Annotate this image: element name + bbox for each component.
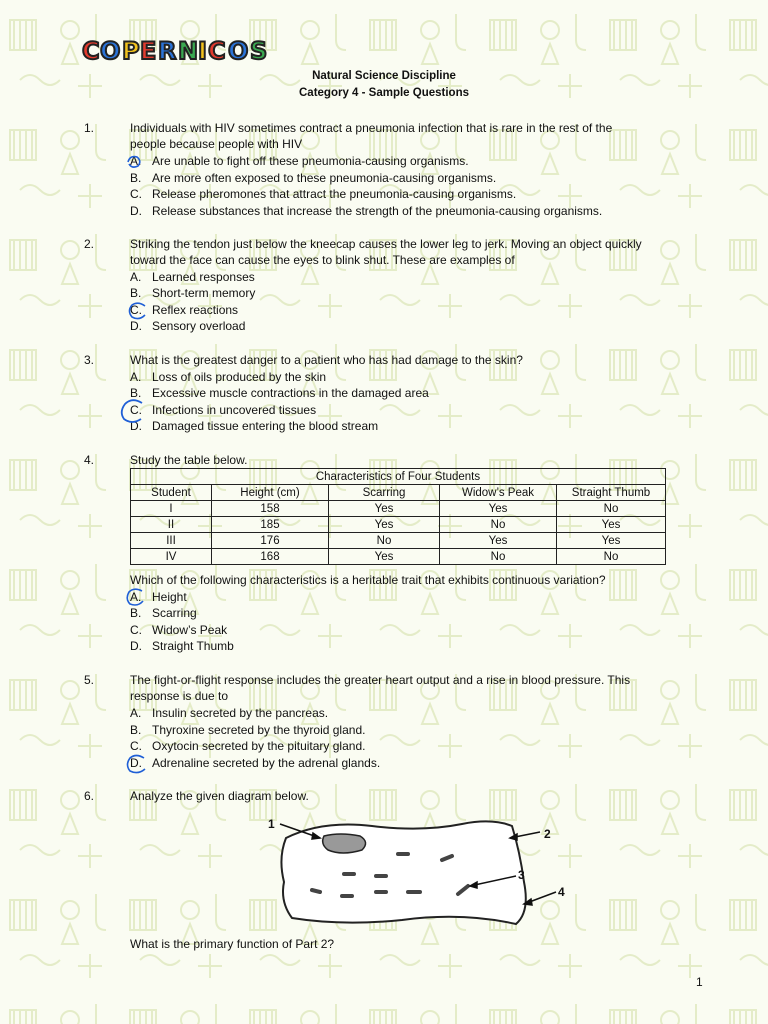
table-cell: Yes: [440, 533, 557, 549]
question-number: 1.: [84, 121, 95, 135]
svg-text:O: O: [100, 37, 121, 64]
table-cell: Yes: [329, 501, 440, 517]
answer-option: D. Adrenaline secreted by the adrenal glands.: [130, 756, 381, 770]
document-subtitle: Category 4 - Sample Questions: [299, 87, 469, 99]
table-cell: 185: [212, 517, 329, 533]
answer-option: A. Are unable to fight off these pneumonia-causing organisms.: [130, 154, 469, 168]
answer-option: D. Damaged tissue entering the blood stream: [130, 419, 379, 433]
answer-option: B. Scarring: [130, 606, 197, 620]
question-number: 2.: [84, 237, 95, 251]
table-row: [131, 549, 666, 565]
answer-mark-q3: [118, 398, 148, 426]
table-cell: No: [557, 501, 666, 517]
answer-option: B. Short-term memory: [130, 286, 256, 300]
characteristics-table: [130, 468, 666, 565]
answer-option: D. Sensory overload: [130, 319, 246, 333]
question-text: toward the face can cause the eyes to blink shut. These are examples of: [130, 253, 515, 267]
question-text: Analyze the given diagram below.: [130, 789, 309, 803]
question-text: people because people with HIV: [130, 137, 303, 151]
question-number: 3.: [84, 353, 95, 367]
question-text: Striking the tendon just below the kneecap causes the lower leg to jerk. Moving an object quickly: [130, 237, 642, 251]
table-cell: No: [440, 549, 557, 565]
column-header: Straight Thumb: [557, 485, 666, 501]
diagram-label: 2: [544, 827, 551, 841]
answer-option: C. Widow’s Peak: [130, 623, 228, 637]
question-text: What is the greatest danger to a patient who has had damage to the skin?: [130, 353, 523, 367]
answer-option: C. Reflex reactions: [130, 303, 239, 317]
cell-diagram: [262, 812, 574, 932]
document-title: Natural Science Discipline: [312, 70, 456, 82]
table-cell: Yes: [440, 501, 557, 517]
answer-mark-q2: [126, 300, 150, 322]
answer-option: B. Thyroxine secreted by the thyroid gland.: [130, 723, 366, 737]
diagram-label: 3: [518, 868, 525, 882]
table-row: [131, 501, 666, 517]
copernicos-logo: [82, 36, 270, 64]
table-row: [131, 517, 666, 533]
answer-option: A. Learned responses: [130, 270, 255, 284]
answer-mark-q4: [124, 586, 148, 608]
answer-option: B. Are more often exposed to these pneumonia-causing organisms.: [130, 171, 497, 185]
answer-option: A. Insulin secreted by the pancreas.: [130, 706, 329, 720]
answer-option: C. Oxytocin secreted by the pituitary gland.: [130, 739, 366, 753]
table-header-row: [131, 485, 666, 501]
table-cell: Yes: [557, 517, 666, 533]
table-row: [131, 533, 666, 549]
question-number: 4.: [84, 453, 95, 467]
answer-mark-q5: [124, 752, 150, 776]
table-cell: Yes: [329, 517, 440, 533]
svg-text:C: C: [208, 37, 226, 64]
svg-text:E: E: [140, 37, 157, 64]
answer-mark-q1: [124, 152, 144, 172]
answer-option: B. Excessive muscle contractions in the damaged area: [130, 386, 429, 400]
svg-text:N: N: [178, 37, 199, 64]
column-header: Scarring: [329, 485, 440, 501]
table-cell: Yes: [329, 549, 440, 565]
table-cell: IV: [131, 549, 212, 565]
table-cell: No: [440, 517, 557, 533]
table-cell: II: [131, 517, 212, 533]
question-text: response is due to: [130, 689, 229, 703]
question-number: 6.: [84, 789, 95, 803]
table-cell: 176: [212, 533, 329, 549]
table-cell: 158: [212, 501, 329, 517]
table-cell: No: [557, 549, 666, 565]
column-header: Student: [131, 485, 212, 501]
column-header: Widow’s Peak: [440, 485, 557, 501]
svg-text:R: R: [158, 37, 177, 64]
page-number: 1: [696, 975, 703, 989]
table-cell: III: [131, 533, 212, 549]
table-cell: No: [329, 533, 440, 549]
table-cell: I: [131, 501, 212, 517]
answer-option: A. Loss of oils produced by the skin: [130, 370, 327, 384]
table-cell: 168: [212, 549, 329, 565]
answer-option: A. Height: [130, 590, 187, 604]
column-header: Height (cm): [212, 485, 329, 501]
question-text: Individuals with HIV sometimes contract a pneumonia infection that is rare in the rest of the: [130, 121, 613, 135]
answer-option: D. Straight Thumb: [130, 639, 234, 653]
diagram-label: 1: [268, 817, 275, 831]
svg-text:S: S: [250, 37, 268, 64]
organelle: [312, 890, 320, 892]
answer-option: D. Release substances that increase the strength of the pneumonia-causing organisms.: [130, 204, 603, 218]
nucleus: [323, 834, 366, 853]
svg-text:O: O: [228, 37, 249, 64]
table-cell: Yes: [557, 533, 666, 549]
question-text: The fight-or-flight response includes the greater heart output and a rise in blood pressure. This: [130, 673, 631, 687]
question-number: 5.: [84, 673, 95, 687]
diagram-label: 4: [558, 885, 565, 899]
question-text: Which of the following characteristics is a heritable trait that exhibits continuous variation?: [130, 573, 606, 587]
question-text: What is the primary function of Part 2?: [130, 937, 335, 951]
svg-text:I: I: [198, 37, 207, 64]
svg-text:P: P: [122, 37, 140, 64]
question-text: Study the table below.: [130, 453, 248, 467]
svg-text:C: C: [82, 37, 100, 64]
table-caption: Characteristics of Four Students: [131, 469, 666, 485]
answer-option: C. Infections in uncovered tissues: [130, 403, 317, 417]
answer-option: C. Release pheromones that attract the pneumonia-causing organisms.: [130, 187, 517, 201]
